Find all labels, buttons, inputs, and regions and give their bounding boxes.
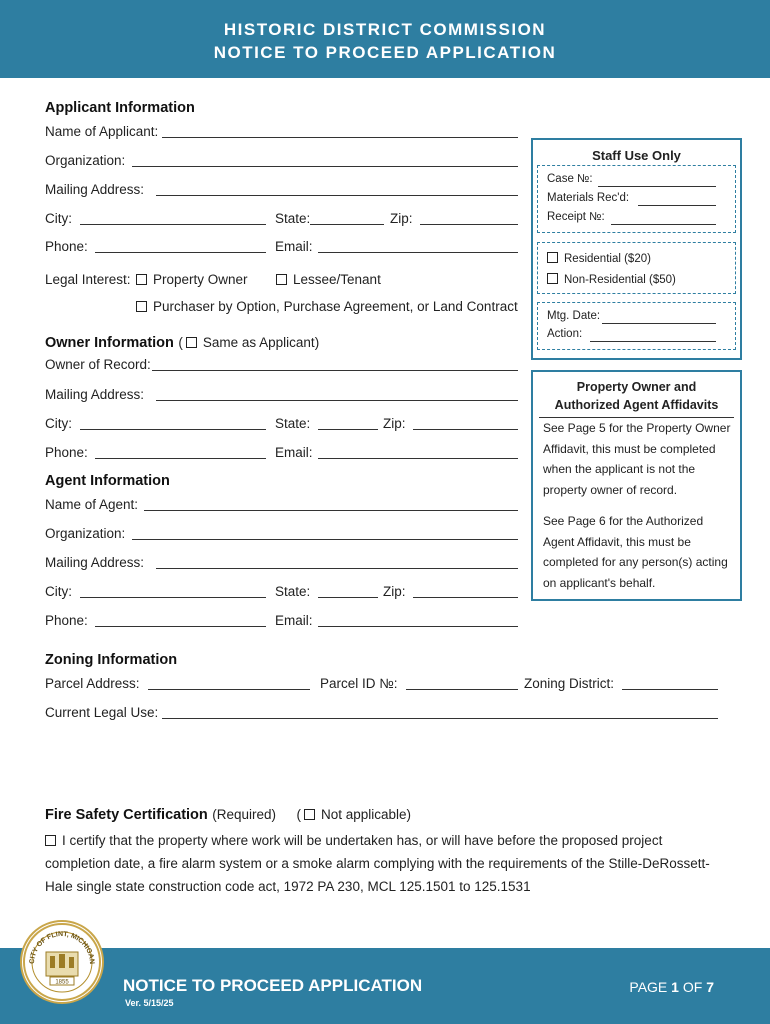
action-field[interactable] (590, 341, 716, 342)
footer-title: NOTICE TO PROCEED APPLICATION (123, 976, 423, 995)
applicant-email-label: Email: (275, 239, 313, 254)
owner-city-field[interactable] (80, 429, 266, 430)
option-lessee-tenant[interactable] (276, 272, 381, 287)
action-label: Action: (547, 328, 583, 340)
applicant-name-label: Name of Applicant: (45, 124, 159, 139)
page-header (0, 0, 770, 78)
applicant-zip-label: Zip: (390, 211, 413, 226)
page-current: 1 (671, 979, 679, 995)
agent-state-field[interactable] (318, 597, 378, 598)
applicant-heading: Applicant Information (45, 100, 195, 116)
applicant-email-field[interactable] (318, 252, 518, 253)
checkbox-icon[interactable] (136, 301, 147, 312)
page-total: 7 (706, 979, 714, 995)
page-of: OF (678, 979, 707, 995)
seal-year: 1855 (55, 979, 69, 986)
agent-name-label: Name of Agent: (45, 497, 139, 512)
page-prefix: PAGE (629, 979, 672, 995)
applicant-phone-field[interactable] (95, 252, 266, 253)
checkbox-icon[interactable] (547, 273, 558, 284)
agent-email-label: Email: (275, 613, 313, 628)
owner-email-label: Email: (275, 445, 313, 460)
header-title-line2: NOTICE TO PROCEED APPLICATION (213, 43, 557, 62)
checkbox-icon[interactable] (547, 252, 558, 263)
applicant-org-label: Organization: (45, 153, 126, 168)
fire-heading: Fire Safety Certification (45, 807, 208, 823)
mtg-date-label: Mtg. Date: (547, 310, 601, 322)
materials-label: Materials Rec'd: (547, 192, 630, 204)
owner-heading: Owner Information (45, 335, 174, 351)
applicant-city-field[interactable] (80, 224, 266, 225)
seal-text: CITY OF FLINT, MICHIGAN (28, 930, 96, 965)
zoning-district-label: Zoning District: (524, 676, 615, 691)
agent-zip-label: Zip: (383, 584, 406, 599)
agent-name-field[interactable] (144, 510, 518, 511)
owner-record-label: Owner of Record: (45, 357, 151, 372)
parcel-address-field[interactable] (148, 689, 310, 690)
fire-heading-row (45, 806, 411, 824)
applicant-mailing-label: Mailing Address: (45, 182, 145, 197)
owner-phone-field[interactable] (95, 458, 266, 459)
city-seal-logo (20, 920, 104, 1004)
nonresidential-label: Non-Residential ($50) (564, 274, 676, 286)
checkbox-icon[interactable] (276, 274, 287, 285)
staff-meeting-section (537, 302, 736, 350)
agent-zip-field[interactable] (413, 597, 518, 598)
owner-zip-field[interactable] (413, 429, 518, 430)
zoning-heading: Zoning Information (45, 652, 178, 668)
receipt-field[interactable] (611, 224, 716, 225)
agent-mailing-label: Mailing Address: (45, 555, 145, 570)
affidavits-title-line2: Authorized Agent Affidavits (554, 398, 719, 412)
materials-field[interactable] (638, 205, 716, 206)
nonresidential-option[interactable] (547, 273, 676, 286)
header-title-line1: HISTORIC DISTRICT COMMISSION (223, 20, 547, 39)
staff-fee-section (537, 242, 736, 294)
checkbox-icon[interactable] (45, 835, 56, 846)
page-footer (0, 948, 770, 1024)
seal-icon (22, 922, 102, 1002)
applicant-state-field[interactable] (310, 224, 384, 225)
fire-certify-line1[interactable] (45, 833, 662, 848)
parcel-id-field[interactable] (406, 689, 518, 690)
owner-heading-row (45, 334, 319, 352)
owner-mailing-label: Mailing Address: (45, 387, 145, 402)
agent-city-field[interactable] (80, 597, 266, 598)
legal-use-label: Current Legal Use: (45, 705, 159, 720)
applicant-name-field[interactable] (162, 137, 518, 138)
option-lessee-tenant-label: Lessee/Tenant (293, 272, 381, 287)
checkbox-icon[interactable] (136, 274, 147, 285)
applicant-state-label: State: (275, 211, 311, 226)
same-as-applicant-label: Same as Applicant (202, 335, 315, 350)
open-paren: ( (296, 807, 301, 822)
owner-state-field[interactable] (318, 429, 378, 430)
agent-org-field[interactable] (132, 539, 518, 540)
agent-email-field[interactable] (318, 626, 518, 627)
fire-certify-line2: completion date, a fire alarm system or a smoke alarm complying with the requirements of the Stille-DeRossett- (45, 856, 710, 871)
owner-record-field[interactable] (152, 370, 518, 371)
agent-affidavit-note: See Page 6 for the Authorized Agent Affidavit, this must be completed for any person(s) acting on applicant's behalf. (543, 514, 728, 590)
option-purchaser[interactable] (136, 299, 518, 314)
staff-case-section (537, 165, 736, 233)
owner-email-field[interactable] (318, 458, 518, 459)
same-as-applicant-option[interactable]: ( Same as Applicant) (178, 335, 320, 350)
option-purchaser-label: Purchaser by Option, Purchase Agreement, or Land Contract (153, 299, 518, 314)
agent-phone-field[interactable] (95, 626, 266, 627)
applicant-zip-field[interactable] (420, 224, 518, 225)
staff-use-title: Staff Use Only (592, 148, 681, 163)
fire-required: (Required) (212, 807, 276, 822)
owner-affidavit-note: See Page 5 for the Property Owner Affidavit, this must be completed when the applicant is not the property owner of record. (543, 421, 731, 497)
fire-not-applicable-label: Not applicable) (320, 807, 412, 822)
mtg-date-field[interactable] (602, 323, 716, 324)
agent-state-label: State: (275, 584, 311, 599)
case-number-label: Case №: (547, 173, 593, 185)
residential-option[interactable] (547, 252, 651, 265)
applicant-mailing-field[interactable] (156, 195, 518, 196)
agent-org-label: Organization: (45, 526, 126, 541)
fire-certify-text1: I certify that the property where work will be undertaken has, or will have before the proposed project (62, 833, 663, 848)
agent-phone-label: Phone: (45, 613, 88, 628)
option-property-owner[interactable] (136, 272, 248, 287)
footer-version: Ver. 5/15/25 (125, 998, 174, 1008)
fire-not-applicable-option[interactable] (296, 807, 411, 822)
owner-mailing-field[interactable] (156, 400, 518, 401)
receipt-label: Receipt №: (547, 211, 605, 223)
legal-use-field[interactable] (162, 718, 718, 719)
owner-zip-label: Zip: (383, 416, 406, 431)
parcel-id-label: Parcel ID №: (320, 676, 398, 691)
affidavits-box (531, 370, 742, 601)
agent-city-label: City: (45, 584, 72, 599)
legal-interest-label: Legal Interest: (45, 272, 131, 287)
owner-city-label: City: (45, 416, 72, 431)
checkbox-icon[interactable] (186, 337, 197, 348)
applicant-org-field[interactable] (132, 166, 518, 167)
residential-label: Residential ($20) (564, 253, 651, 265)
checkbox-icon[interactable] (304, 809, 315, 820)
zoning-district-field[interactable] (622, 689, 718, 690)
affidavits-title-line1: Property Owner and (576, 380, 697, 394)
owner-phone-label: Phone: (45, 445, 88, 460)
agent-heading: Agent Information (45, 473, 170, 489)
case-number-field[interactable] (598, 186, 716, 187)
owner-state-label: State: (275, 416, 311, 431)
page-number (629, 979, 714, 995)
fire-certify-line3: Hale single state construction code act, 1972 PA 230, MCL 125.1501 to 125.1531 (45, 879, 531, 894)
option-property-owner-label: Property Owner (153, 272, 248, 287)
parcel-address-label: Parcel Address: (45, 676, 140, 691)
applicant-phone-label: Phone: (45, 239, 88, 254)
agent-mailing-field[interactable] (156, 568, 518, 569)
applicant-city-label: City: (45, 211, 72, 226)
